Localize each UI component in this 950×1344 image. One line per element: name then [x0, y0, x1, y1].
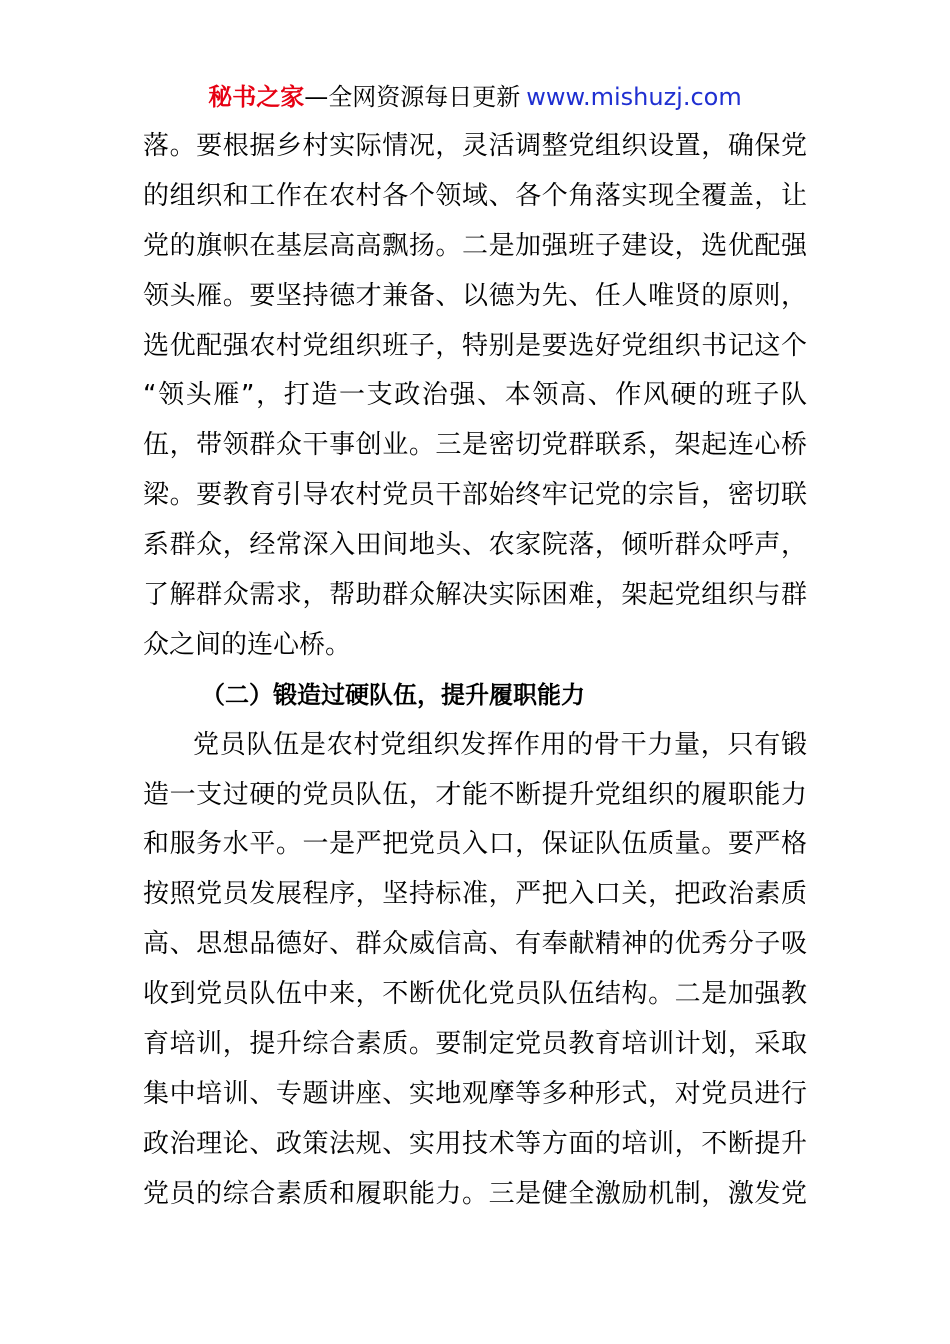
text-line: 系群众，经常深入田间地头、农家院落，倾听群众呼声，: [143, 530, 807, 561]
paragraph-1: [143, 122, 807, 671]
text-line: 集中培训、专题讲座、实地观摩等多种形式，对党员进行: [143, 1078, 807, 1109]
text-line: 党员队伍是农村党组织发挥作用的骨干力量，只有锻: [193, 729, 807, 760]
site-tagline: —全网资源每日更新: [304, 83, 521, 111]
text-line: 梁。要教育引导农村党员干部始终牢记党的宗旨，密切联: [143, 480, 807, 511]
text-line: 党的旗帜在基层高高飘扬。二是加强班子建设，选优配强: [143, 230, 807, 261]
text-line: 众之间的连心桥。: [143, 629, 352, 660]
site-header: [0, 80, 950, 114]
text-line: 了解群众需求，帮助群众解决实际困难，架起党组织与群: [143, 580, 807, 611]
site-url-link[interactable]: www.mishuzj.com: [526, 83, 742, 111]
site-brand: 秘书之家: [208, 83, 305, 111]
text-line: 育培训，提升综合素质。要制定党员教育培训计划，采取: [143, 1029, 807, 1060]
text-line: 政治理论、政策法规、实用技术等方面的培训，不断提升: [143, 1128, 807, 1159]
text-line: 落。要根据乡村实际情况，灵活调整党组织设置，确保党: [143, 131, 807, 161]
text-line: 党员的综合素质和履职能力。三是健全激励机制，激发党: [143, 1178, 807, 1209]
text-line: 按照党员发展程序，坚持标准，严把入口关，把政治素质: [143, 879, 807, 910]
text-line: 的组织和工作在农村各个领域、各个角落实现全覆盖，让: [143, 180, 807, 211]
text-line: 选优配强农村党组织班子，特别是要选好党组织书记这个: [143, 330, 807, 361]
text-line: “领头雁”，打造一支政治强、本领高、作风硬的班子队: [143, 380, 807, 411]
text-line: 收到党员队伍中来，不断优化党员队伍结构。二是加强教: [143, 979, 807, 1010]
text-line: 和服务水平。一是严把党员入口，保证队伍质量。要严格: [143, 829, 807, 860]
text-line: 造一支过硬的党员队伍，才能不断提升党组织的履职能力: [143, 779, 807, 810]
text-line: 领头雁。要坚持德才兼备、以德为先、任人唯贤的原则，: [143, 280, 807, 311]
document-body: [143, 122, 807, 1220]
text-line: 高、思想品德好、群众威信高、有奉献精神的优秀分子吸: [143, 929, 807, 960]
paragraph-2: [143, 721, 807, 1220]
text-line: 伍，带领群众干事创业。三是密切党群联系，架起连心桥: [143, 430, 807, 461]
section-heading: （二）锻造过硬队伍，提升履职能力: [201, 680, 585, 709]
